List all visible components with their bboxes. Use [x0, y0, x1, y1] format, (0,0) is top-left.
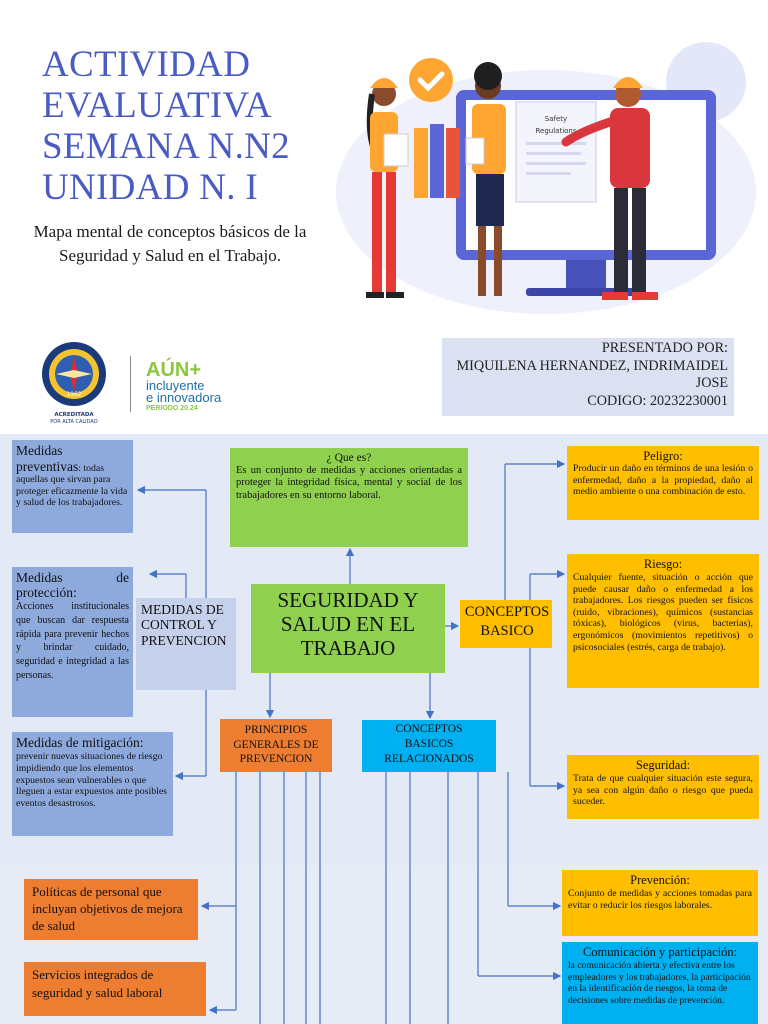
- title-line-2: EVALUATIVA: [42, 85, 272, 126]
- conceptos-basico-text: CONCEPTOS BASICO: [464, 604, 550, 639]
- student-name: MIQUILENA HERNANDEZ, INDRIMAIDEL JOSE: [456, 357, 728, 391]
- medidas-proteccion-text: Acciones institucionales que buscan dar respuesta rápida para prevenir hechos y brindar cuidado, seguridad e integridad a las personas.: [16, 601, 129, 681]
- riesgo-node: [567, 554, 759, 688]
- peligro-title: Peligro:: [643, 449, 683, 463]
- medidas-mitigacion-node: [12, 732, 173, 836]
- title-line-1: ACTIVIDAD: [42, 44, 251, 85]
- page-subtitle: Mapa mental de conceptos básicos de la Seguridad y Salud en el Trabajo.: [33, 222, 307, 265]
- medidas-control-node: [136, 598, 236, 690]
- medidas-preventivas-title: Medidas preventivas: [16, 443, 79, 474]
- peligro-text: Producir un daño en términos de una lesión o enfermedad, daño a la propiedad, daño al medio ambiente o una combinación de esto.: [573, 463, 753, 497]
- board-text-1: Safety: [544, 115, 568, 123]
- medidas-mitigacion-title: Medidas de mitigación:: [16, 735, 144, 750]
- seguridad-node: [567, 755, 759, 819]
- principios-text: PRINCIPIOS GENERALES DE PREVENCION: [233, 724, 319, 765]
- medidas-control-text: MEDIDAS DE CONTROL Y PREVENCION: [141, 602, 227, 648]
- medidas-preventivas-text: : todas aquellas que sirvan para proteger eficazmente la vida y salud de los trabajadores.: [16, 462, 128, 508]
- aun-period: PERIODO 20.24: [146, 405, 198, 412]
- seal-caption-1: ACREDITADA: [54, 412, 94, 418]
- peligro-node: [567, 446, 759, 520]
- politicas-node: [24, 879, 198, 940]
- conceptos-relacionados-text: CONCEPTOS BASICOS RELACIONADOS: [384, 723, 474, 765]
- board-text-2: Regulations: [535, 127, 577, 135]
- seguridad-text: Trata de que cualquier situación este segura, ya sea con algún daño o riesgo que pueda suceder.: [573, 773, 753, 808]
- conceptos-relacionados-node: [362, 720, 496, 772]
- riesgo-title: Riesgo:: [643, 557, 683, 571]
- conceptos-basico-node: [460, 600, 552, 648]
- seal-caption-2: POR ALTA CALIDAD: [50, 419, 98, 425]
- central-topic-text: SEGURIDAD Y SALUD EN EL TRABAJO: [277, 588, 419, 660]
- medidas-proteccion-title: Medidas de protección:: [16, 570, 129, 600]
- riesgo-text: Cualquier fuente, situación o acción que puede causar daño o enfermedad a los trabajadores. Los riesgos pueden ser físicos (ruido, vibraciones), químicos (sustancias tóxicas), biológicos (virus, bacterias), ergonómicos (movimientos repetitivos) o psicosociales (estrés, carga de trabajo).: [573, 572, 753, 653]
- aun-line-1: incluyente: [146, 378, 205, 393]
- student-code: CODIGO: 20232230001: [587, 392, 728, 409]
- seal-year: 1962: [66, 391, 82, 398]
- aun-title: AÚN+: [146, 359, 202, 381]
- medidas-proteccion-node: [12, 567, 133, 717]
- presented-label: PRESENTADO POR:: [601, 340, 728, 356]
- prevencion-node: [562, 870, 758, 936]
- que-es-title: ¿ Que es?: [326, 452, 372, 464]
- servicios-node: [24, 962, 206, 1016]
- central-topic-node: [251, 584, 445, 673]
- politicas-text: Políticas de personal que incluyan objetivos de mejora de salud: [32, 884, 183, 933]
- prevencion-text: Conjunto de medidas y acciones tomadas para evitar o reducir los riesgos laborales.: [568, 888, 752, 911]
- principios-node: [220, 719, 332, 772]
- seguridad-title: Seguridad:: [635, 758, 691, 772]
- servicios-text: Servicios integrados de seguridad y salud laboral: [32, 967, 163, 1000]
- que-es-text: Es un conjunto de medidas y acciones orientadas a proteger la integridad física, mental y social de los trabajadores en su entorno laboral.: [236, 465, 462, 501]
- prevencion-title: Prevención:: [630, 873, 690, 887]
- comunicacion-text: la comunicación abierta y efectiva entre los empleadores y los trabajadores, la participación en la identificación de riesgos, la toma de decisiones sobre medidas de prevención.: [568, 960, 751, 1006]
- medidas-mitigacion-text: prevenir nuevas situaciones de riesgo impidiendo que los elementos expuestos sean vulnerables o que lleguen a estar expuestos ante posibles eventos desastrosos.: [16, 751, 167, 810]
- que-es-node: [230, 448, 468, 547]
- medidas-preventivas-node: [12, 440, 133, 533]
- aun-line-2: e innovadora: [146, 390, 222, 405]
- comunicacion-title: Comunicación y participación:: [582, 945, 738, 959]
- title-line-4: UNIDAD N. I: [42, 167, 259, 208]
- comunicacion-node: [562, 942, 758, 1024]
- title-line-3: SEMANA N.N2: [42, 126, 290, 167]
